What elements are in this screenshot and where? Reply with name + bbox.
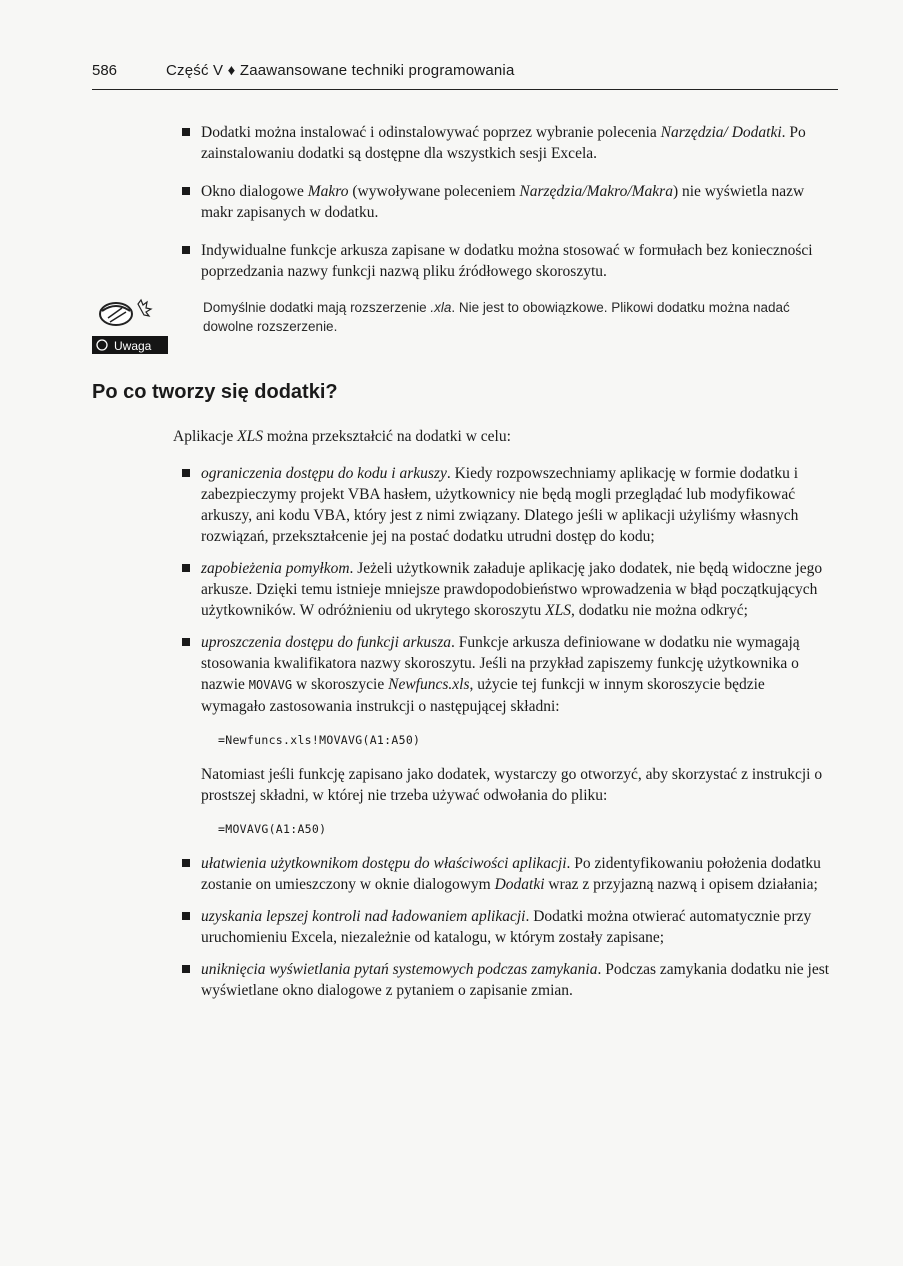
note-text: Domyślnie dodatki mają rozszerzenie .xla. Nie jest to obowiązkowe. Plikowi dodatku można nadać dowolne rozszerzenie. — [203, 300, 790, 334]
paragraph: Natomiast jeśli funkcję zapisano jako dodatek, wystarczy go otworzyć, aby skorzystać z instrukcji o prostszej składni, w której nie trzeba używać odwołania do pliku: — [201, 766, 823, 804]
code-example: =MOVAVG(A1:A50) — [218, 822, 327, 836]
bullet-square-icon — [182, 187, 190, 195]
bullet-square-icon — [182, 912, 190, 920]
bullet-square-icon — [182, 859, 190, 867]
reasons-list — [201, 463, 831, 1012]
header-rule — [92, 89, 838, 90]
bullet-square-icon — [182, 246, 190, 254]
running-title: Część V ♦ Zaawansowane techniki programowania — [166, 62, 515, 79]
list-item: ograniczenia dostępu do kodu i arkuszy. Kiedy rozpowszechniamy aplikację w formie dodatku i zabezpieczymy projekt VBA hasłem, użytkownicy nie będą mogli przeglądać lub modyfikować arkuszy, ani kodu VBA, który jest z nimi związany. Dlatego jeśli w aplikacji użyliśmy własnych rozwiązań, przekształcenie jej na postać dodatku utrudni dostęp do kodu; — [201, 463, 831, 547]
list-item: Dodatki można instalować i odinstalowywać poprzez wybranie polecenia Narzędzia/ Dodatki. Po zainstalowaniu dodatki są dostępne dla wszystkich sesji Excela. — [201, 122, 831, 164]
top-bullet-list — [201, 122, 831, 299]
bullet-square-icon — [182, 128, 190, 136]
section-intro: Aplikacje XLS można przekształcić na dodatki w celu: — [173, 428, 511, 445]
list-item: Okno dialogowe Makro (wywoływane poleceniem Narzędzia/Makro/Makra) nie wyświetla nazw makr zapisanych w dodatku. — [201, 181, 831, 223]
bullet-square-icon — [182, 564, 190, 572]
note-icon — [92, 298, 168, 356]
note-icon-label: Uwaga — [114, 339, 152, 353]
list-item: uzyskania lepszej kontroli nad ładowaniem aplikacji. Dodatki można otwierać automatycznie przy uruchomieniu Excela, niezależnie od katalogu, w którym zostały zapisane; — [201, 906, 831, 948]
bullet-square-icon — [182, 469, 190, 477]
list-item: uniknięcia wyświetlania pytań systemowych podczas zamykania. Podczas zamykania dodatku nie jest wyświetlane okno dialogowe z pytaniem o zapisanie zmian. — [201, 959, 831, 1001]
list-item: zapobieżenia pomyłkom. Jeżeli użytkownik załaduje aplikację jako dodatek, nie będą widoczne jego arkusze. Dzięki temu istnieje mniejsze prawdopodobieństwo wprowadzenia w błąd początkujących użytkowników. W odróżnieniu od ukrytego skoroszytu XLS, dodatku nie można odkryć; — [201, 558, 831, 621]
section-heading: Po co tworzy się dodatki? — [92, 381, 338, 403]
bullet-square-icon — [182, 638, 190, 646]
page-number: 586 — [92, 62, 118, 79]
code-example: =Newfuncs.xls!MOVAVG(A1:A50) — [218, 733, 421, 747]
bullet-square-icon — [182, 965, 190, 973]
list-item: uproszczenia dostępu do funkcji arkusza. Funkcje arkusza definiowane w dodatku nie wymagają stosowania kwalifikatora nazwy skoroszytu. Jeśli na przykład zapiszemy funkcję użytkownika o nazwie MOVAVG w skoroszycie Newfuncs.xls, użycie tej funkcji w innym skoroszycie będzie wymagało zastosowania instrukcji o następującej składni: =Newfuncs.xls!MOVAVG(A1:A50) Natomiast jeśli funkcję zapisano jako dodatek, wystarczy go otworzyć, aby skorzystać z instrukcji o prostszej składni, w której nie trzeba używać odwołania do pliku: =MOVAVG(A1:A50) — [201, 632, 831, 840]
list-item: Indywidualne funkcje arkusza zapisane w dodatku można stosować w formułach bez konieczności poprzedzania nazwy funkcji nazwą pliku źródłowego skoroszytu. — [201, 240, 831, 282]
list-item: ułatwienia użytkownikom dostępu do właściwości aplikacji. Po zidentyfikowaniu położenia dodatku zostanie on umieszczony w oknie dialogowym Dodatki wraz z przyjazną nazwą i opisem działania; — [201, 853, 831, 895]
